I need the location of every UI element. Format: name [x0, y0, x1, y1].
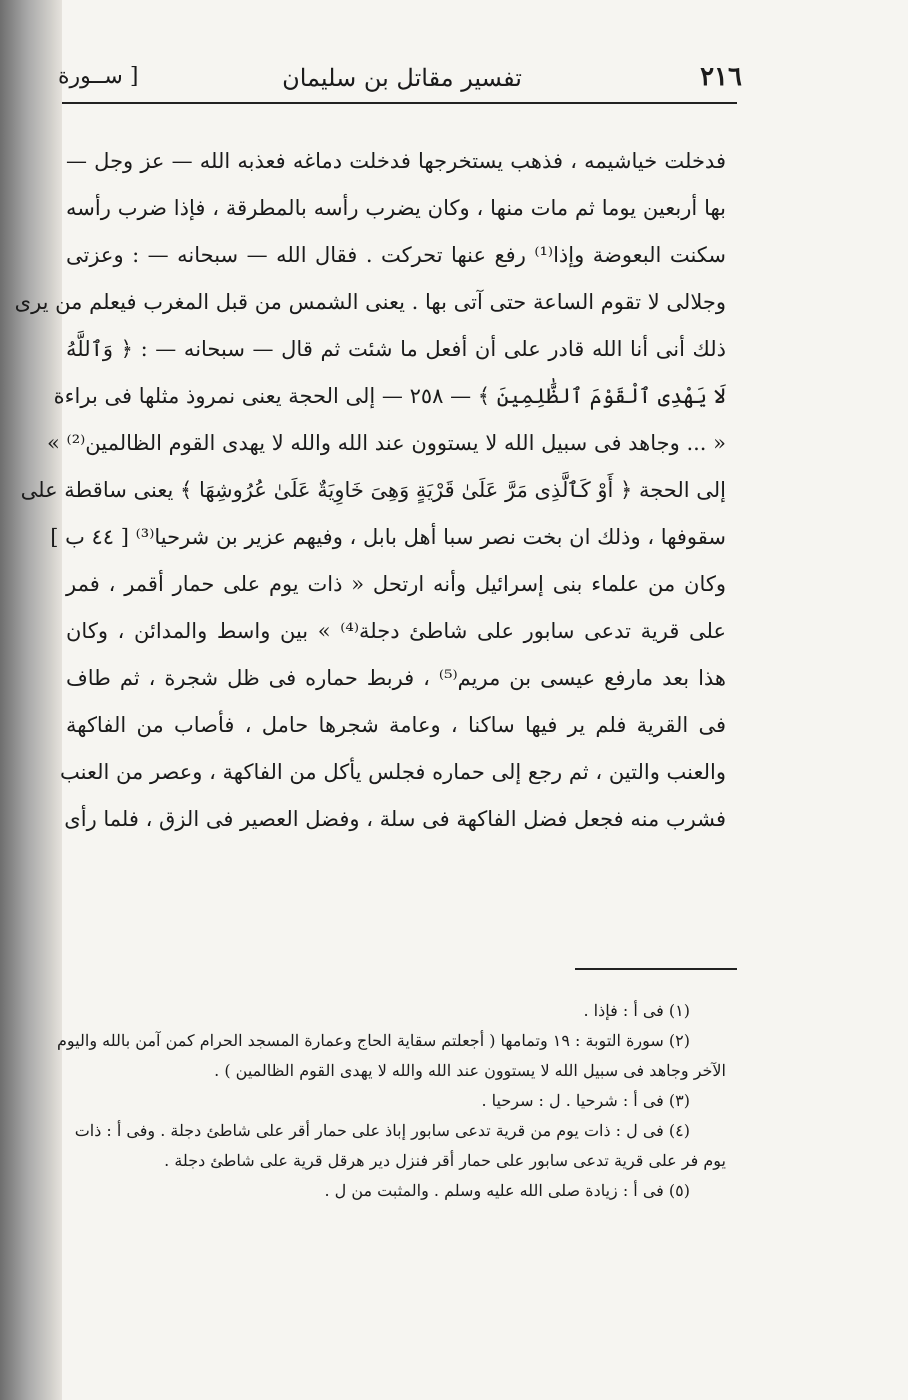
- footnote-1: (١) فى أ : فإذا .: [583, 1001, 690, 1020]
- footnote-rule: [575, 968, 737, 970]
- text-line: لَا يَهْدِى ٱلْقَوْمَ ٱلظَّٰلِمِينَ ﴾ — ٢٥٨ — إلى الحجة يعنى نمروذ مثلها فى براءة: [53, 384, 726, 408]
- footnote-4: (٤) فى ل : ذات يوم من قرية تدعى سابور إباذ على حمار أقر على شاطئ دجلة . وفى أ : ذات: [74, 1121, 690, 1140]
- footnote-2: (٢) سورة التوبة : ١٩ وتمامها ( أجعلتم سقاية الحاج وعمارة المسجد الحرام كمن آمن بالله واليوم: [57, 1031, 690, 1050]
- footnote-4-continued: يوم فر على قرية تدعى سابور على حمار أقر فنزل دير هرقل قرية على شاطئ دجلة .: [164, 1151, 726, 1170]
- text-line: وجلالى لا تقوم الساعة حتى آتى بها . يعنى الشمس من قبل المغرب فيعلم من يرى: [14, 290, 726, 314]
- text-line: فشرب منه فجعل فضل الفاكهة فى سلة ، وفضل العصير فى الزق ، فلما رأى: [64, 807, 726, 831]
- previous-page-header-fragment: [ ســورة: [58, 64, 139, 89]
- text-line: على قرية تدعى سابور على شاطئ دجلة⁽⁴⁾ » بين واسط والمدائن ، وكان: [66, 619, 726, 643]
- text-line: وكان من علماء بنى إسرائيل وأنه ارتحل « ذات يوم على حمار أقمر ، فمر: [66, 572, 726, 596]
- text-line: فى القرية فلم ير فيها ساكنا ، وعامة شجرها حامل ، فأصاب من الفاكهة: [66, 713, 726, 737]
- footnote-3: (٣) فى أ : شرحيا . ل : سرحيا .: [481, 1091, 690, 1110]
- text-line: سقوفها ، وذلك ان بخت نصر سبا أهل بابل ، وفيهم عزير بن شرحيا⁽³⁾ [ ٤٤ ب ]: [50, 525, 726, 549]
- text-line: والعنب والتين ، ثم رجع إلى حماره فجلس يأكل من الفاكهة ، وعصر من العنب: [60, 760, 726, 784]
- text-line: هذا بعد مارفع عيسى بن مريم⁽⁵⁾ ، فربط حماره فى ظل شجرة ، ثم طاف: [66, 666, 727, 690]
- running-title: تفسير مقاتل بن سليمان: [282, 64, 522, 92]
- page-header: [62, 62, 742, 102]
- text-line: « ... وجاهد فى سبيل الله لا يستوون عند الله والله لا يهدى القوم الظالمين⁽²⁾ »: [47, 431, 726, 455]
- footnotes: [57, 996, 726, 1206]
- text-line: بها أربعين يوما ثم مات منها ، وكان يضرب رأسه بالمطرقة ، فإذا ضرب رأسه: [66, 196, 726, 220]
- text-line: إلى الحجة ﴿ أَوْ كَٱلَّذِى مَرَّ عَلَىٰ قَرْيَةٍ وَهِىَ خَاوِيَةٌ عَلَىٰ عُرُوشِهَا ﴾ يعنى ساقطة على: [20, 478, 726, 502]
- main-text: [14, 138, 727, 843]
- binding-gutter: [0, 0, 62, 1400]
- header-rule: [62, 102, 737, 104]
- text-line: ذلك أنى أنا الله قادر على أن أفعل ما شئت ثم قال — سبحانه — : ﴿ وَٱللَّهُ: [66, 337, 726, 361]
- text-line: فدخلت خياشيمه ، فذهب يستخرجها فدخلت دماغه فعذبه الله — عز وجل —: [66, 149, 726, 173]
- footnote-5: (٥) فى أ : زيادة صلى الله عليه وسلم . والمثبت من ل .: [324, 1181, 690, 1200]
- footnote-2-continued: الآخر وجاهد فى سبيل الله لا يستوون عند الله والله لا يهدى القوم الظالمين ) .: [214, 1061, 726, 1080]
- text-line: سكنت البعوضة وإذا⁽¹⁾ رفع عنها تحركت . فقال الله — سبحانه — : وعزتى: [66, 243, 726, 267]
- page-number: ٢١٦: [700, 62, 742, 92]
